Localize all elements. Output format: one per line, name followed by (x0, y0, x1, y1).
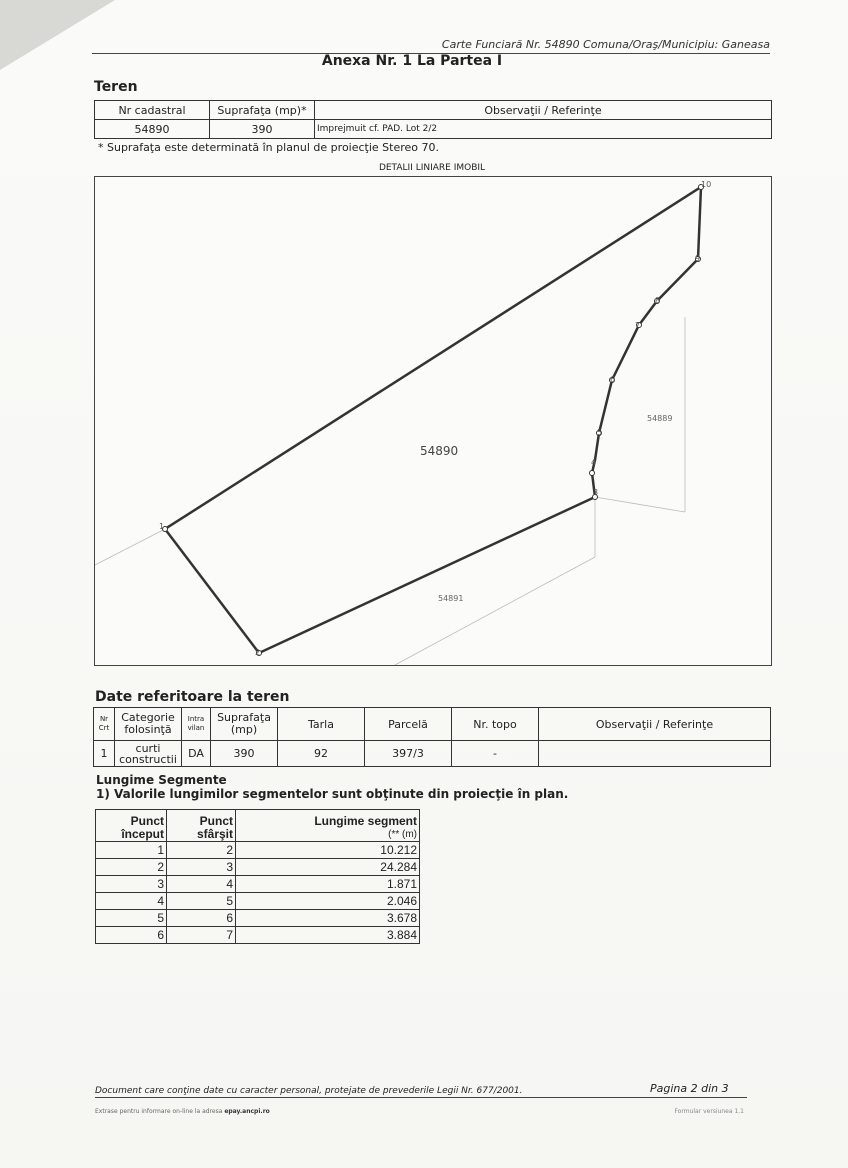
table-row (96, 842, 420, 859)
cell-start: 6 (96, 927, 167, 944)
point-label-2: 2 (255, 648, 261, 657)
cell-length: 24.284 (236, 859, 420, 876)
col-nr-topo: Nr. topo (452, 708, 539, 741)
footer-rule (95, 1097, 747, 1098)
date-teren-title: Date referitoare la teren (95, 689, 290, 705)
lungime-header-row (96, 810, 420, 842)
cell-parcela: 397/3 (365, 741, 452, 767)
teren-section-title: Teren (94, 79, 138, 95)
carte-funciara-header: Carte Funciară Nr. 54890 Comuna/Oraş/Municipiu: Ganeasa (441, 38, 770, 51)
parcel-label-right: 54889 (647, 414, 673, 423)
cadastral-plan (94, 176, 772, 666)
table-row (96, 893, 420, 910)
cell-end: 5 (167, 893, 236, 910)
col-lungime-label: Lungime segment (314, 814, 417, 828)
parcel-outline (165, 187, 701, 653)
col-lungime-unit: (** (m) (388, 829, 417, 840)
col-punct-sfarsit: Punct sfârşit (167, 810, 236, 842)
footer-version: Formular versiunea 1.1 (674, 1108, 744, 1115)
point-label-8: 8 (655, 296, 661, 305)
cell-nr-cadastral: 54890 (95, 120, 210, 139)
cell-end: 2 (167, 842, 236, 859)
footer-extras (95, 1108, 270, 1115)
cell-nr-crt: 1 (94, 741, 115, 767)
col-nr-crt: Nr Crt (94, 708, 115, 741)
footer-extras-link[interactable]: epay.ancpi.ro (224, 1108, 270, 1115)
cell-start: 2 (96, 859, 167, 876)
col-punct-inceput: Punct început (96, 810, 167, 842)
col-lungime-segment (236, 810, 420, 842)
cell-suprafata: 390 (210, 120, 315, 139)
date-teren-header-row (94, 708, 771, 741)
cell-observatii: Imprejmuit cf. PAD. Lot 2/2 (315, 120, 772, 139)
table-row (96, 876, 420, 893)
suprafata-note: * Suprafaţa este determinată în planul de proiecţie Stereo 70. (98, 141, 440, 154)
point-label-10: 10 (701, 180, 712, 189)
lungime-subtitle: 1) Valorile lungimilor segmentelor sunt obţinute din proiecţie în plan. (96, 787, 569, 801)
col-tarla: Tarla (278, 708, 365, 741)
cell-start: 4 (96, 893, 167, 910)
cell-length: 2.046 (236, 893, 420, 910)
cell-length: 3.884 (236, 927, 420, 944)
cell-end: 7 (167, 927, 236, 944)
parcel-label-bottom: 54891 (438, 594, 464, 603)
anexa-title: Anexa Nr. 1 La Partea I (321, 53, 503, 69)
date-teren-data-row (94, 741, 771, 767)
cell-observatii-referinte (539, 741, 771, 767)
footer-disclaimer: Document care conţine date cu caracter personal, protejate de prevederile Legii Nr. 677/2001. (95, 1086, 523, 1096)
col-observatii-referinte: Observaţii / Referinţe (539, 708, 771, 741)
lungime-title: Lungime Segmente (96, 773, 227, 787)
cell-length: 10.212 (236, 842, 420, 859)
col-intravilan: Intra vilan (182, 708, 211, 741)
cell-length: 1.871 (236, 876, 420, 893)
col-suprafata: Suprafaţa (mp)* (210, 101, 315, 120)
cell-suprafata-mp: 390 (211, 741, 278, 767)
cell-categorie: curti constructii (115, 741, 182, 767)
point-label-1: 1 (159, 522, 165, 531)
col-categorie: Categorie folosinţă (115, 708, 182, 741)
col-parcela: Parcelă (365, 708, 452, 741)
col-observatii: Observaţii / Referinţe (315, 101, 772, 120)
footer-extras-text: Extrase pentru informare on-line la adresa (95, 1108, 225, 1115)
lungime-table (95, 809, 420, 944)
point-label-3: 3 (593, 488, 599, 497)
date-teren-table (93, 707, 771, 767)
table-row (96, 910, 420, 927)
col-nr-cadastral: Nr cadastral (95, 101, 210, 120)
col-suprafata-mp: Suprafaţa (mp) (211, 708, 278, 741)
point-label-4: 4 (591, 458, 597, 467)
cell-start: 3 (96, 876, 167, 893)
point-label-5: 5 (597, 428, 603, 437)
cell-nr-topo: - (452, 741, 539, 767)
parcel-label-main: 54890 (420, 444, 459, 458)
cell-intravilan: DA (182, 741, 211, 767)
point-label-6: 6 (610, 375, 616, 384)
cell-end: 4 (167, 876, 236, 893)
cell-end: 6 (167, 910, 236, 927)
teren-header-row (95, 101, 772, 120)
table-row (96, 859, 420, 876)
vertex-4 (590, 471, 595, 476)
point-label-9: 9 (695, 254, 701, 263)
cell-tarla: 92 (278, 741, 365, 767)
plan-title: DETALII LINIARE IMOBIL (378, 163, 486, 173)
vertex-markers (163, 185, 704, 656)
cell-end: 3 (167, 859, 236, 876)
plan-drawing (95, 177, 771, 665)
cell-length: 3.678 (236, 910, 420, 927)
point-label-7: 7 (635, 321, 641, 330)
teren-table (94, 100, 772, 139)
cell-start: 1 (96, 842, 167, 859)
cell-start: 5 (96, 910, 167, 927)
table-row (96, 927, 420, 944)
page-number: Pagina 2 din 3 (650, 1082, 729, 1095)
teren-data-row (95, 120, 772, 139)
